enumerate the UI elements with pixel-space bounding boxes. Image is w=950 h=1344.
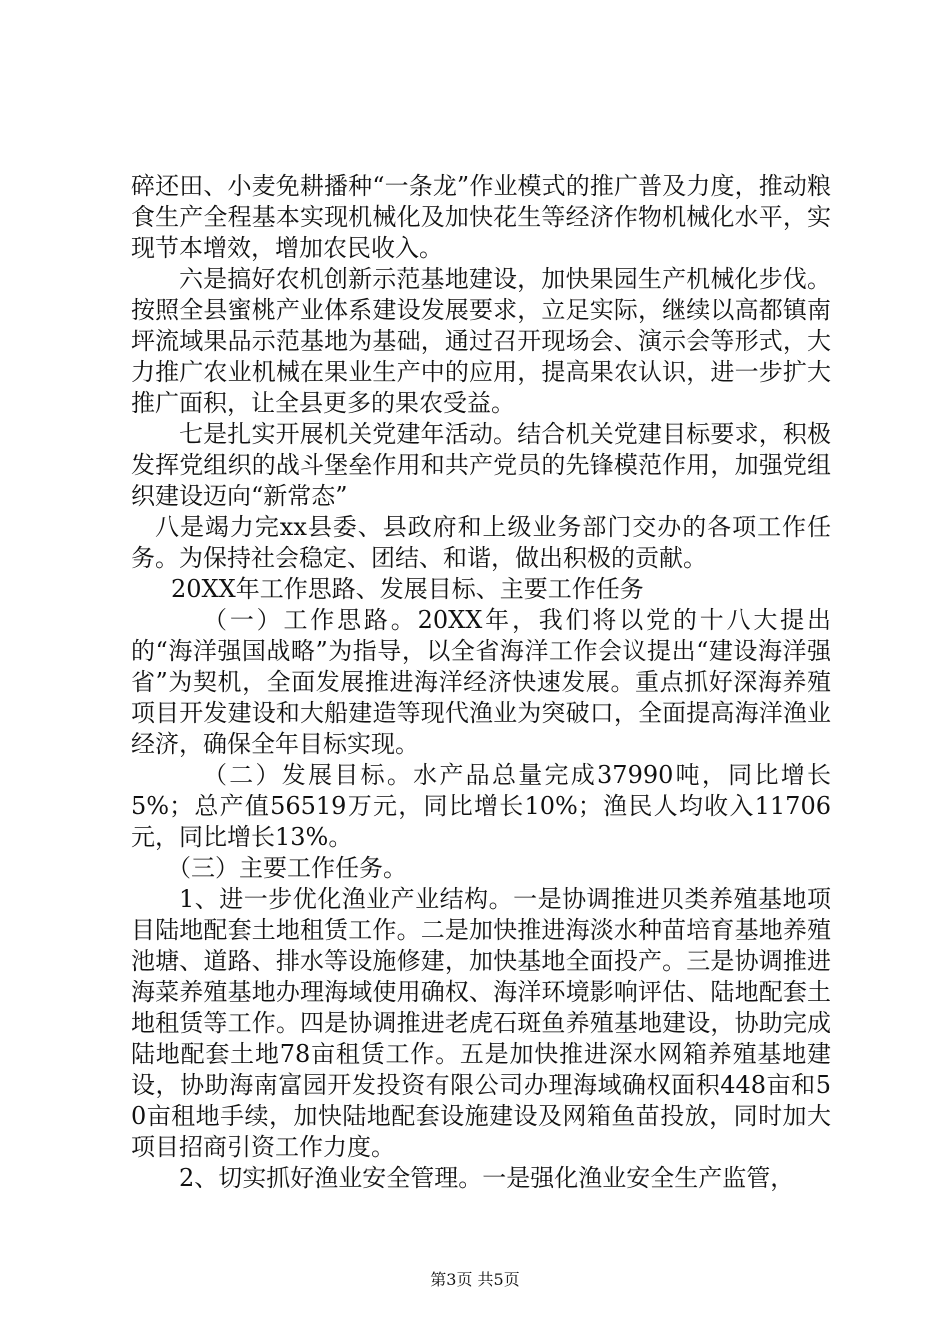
- page-number-footer: 第3页 共5页: [430, 1270, 520, 1289]
- paragraph-task-one: 1、进一步优化渔业产业结构。一是协调推进贝类养殖基地项目陆地配套土地租赁工作。二是加快推进海淡水种苗培育基地养殖池塘、道路、排水等设施修建，加快基地全面投产。三是协调推进海菜养殖基地办理海域使用确权、海洋环境影响评估、陆地配套土地租赁等工作。四是协调推进老虎石斑鱼养殖基地建设，协助完成陆地配套土地78亩租赁工作。五是加快推进深水网箱养殖基地建设，协助海南富园开发投资有限公司办理海域确权面积448亩和50亩租地手续，加快陆地配套设施建设及网箱鱼苗投放，同时加大项目招商引资工作力度。: [131, 885, 831, 1161]
- document-body: [131, 171, 831, 1194]
- paragraph-point-seven: 七是扎实开展机关党建年活动。结合机关党建目标要求，积极发挥党组织的战斗堡垒作用和共产党员的先锋模范作用，加强党组织建设迈向“新常态”: [131, 420, 831, 510]
- paragraph-point-six: 六是搞好农机创新示范基地建设，加快果园生产机械化步伐。按照全县蜜桃产业体系建设发展要求，立足实际，继续以高都镇南坪流域果品示范基地为基础，通过召开现场会、演示会等形式，大力推广农业机械在果业生产中的应用，提高果农认识，进一步扩大推广面积，让全县更多的果农受益。: [131, 265, 831, 417]
- paragraph-development-goals: （二）发展目标。水产品总量完成37990吨，同比增长5%；总产值56519万元，同比增长10%；渔民人均收入11706元，同比增长13%。: [131, 761, 831, 851]
- paragraph-task-two: 2、切实抓好渔业安全管理。一是强化渔业安全生产监管，: [179, 1164, 795, 1192]
- paragraph-main-tasks-heading: （三）主要工作任务。: [167, 854, 407, 882]
- paragraph-point-eight: 八是竭力完xx县委、县政府和上级业务部门交办的各项工作任务。为保持社会稳定、团结、和谐，做出积极的贡献。: [131, 513, 831, 572]
- section-heading: 20XX年工作思路、发展目标、主要工作任务: [171, 575, 644, 603]
- paragraph-mechanization-continued: 碎还田、小麦免耕播种“一条龙”作业模式的推广普及力度，推动粮食生产全程基本实现机械化及加快花生等经济作物机械化水平，实现节本增效，增加农民收入。: [131, 172, 831, 262]
- paragraph-work-ideas: （一）工作思路。20XX年，我们将以党的十八大提出的“海洋强国战略”为指导，以全省海洋工作会议提出“建设海洋强省”为契机，全面发展推进海洋经济快速发展。重点抓好深海养殖项目开发建设和大船建造等现代渔业为突破口，全面提高海洋渔业经济，确保全年目标实现。: [131, 606, 831, 758]
